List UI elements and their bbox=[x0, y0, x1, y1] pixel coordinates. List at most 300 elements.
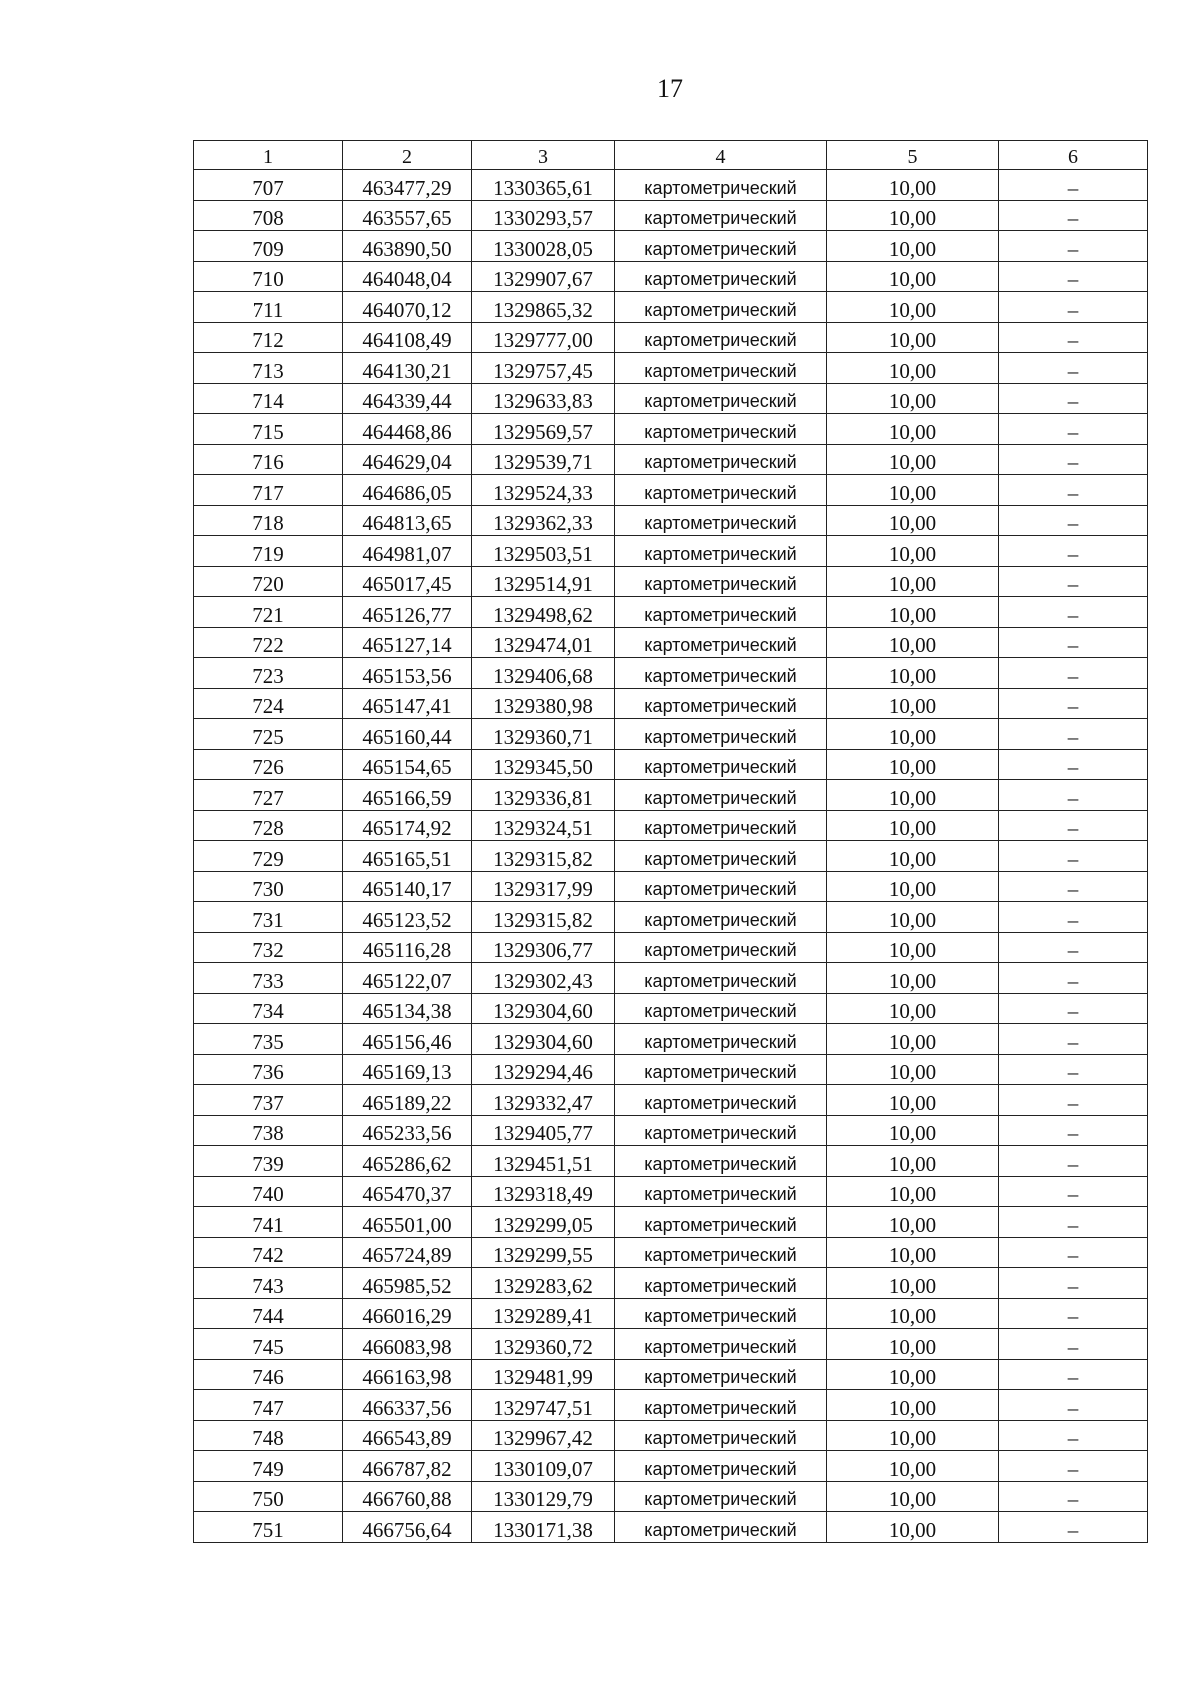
header-cell-coordinate-x: 2 bbox=[343, 141, 472, 170]
cell-point-number: 750 bbox=[194, 1481, 343, 1512]
table-row bbox=[194, 1390, 1148, 1421]
cell-coordinate-y: 1330129,79 bbox=[472, 1481, 615, 1512]
cell-method: картометрический bbox=[615, 1420, 827, 1451]
cell-method: картометрический bbox=[615, 475, 827, 506]
cell-coordinate-x: 466760,88 bbox=[343, 1481, 472, 1512]
cell-coordinate-x: 464339,44 bbox=[343, 383, 472, 414]
cell-note: – bbox=[999, 444, 1148, 475]
cell-point-number: 714 bbox=[194, 383, 343, 414]
cell-coordinate-y: 1330109,07 bbox=[472, 1451, 615, 1482]
cell-accuracy: 10,00 bbox=[827, 566, 999, 597]
cell-point-number: 726 bbox=[194, 749, 343, 780]
header-cell-method: 4 bbox=[615, 141, 827, 170]
cell-coordinate-y: 1329345,50 bbox=[472, 749, 615, 780]
cell-coordinate-y: 1329294,46 bbox=[472, 1054, 615, 1085]
table-row bbox=[194, 1451, 1148, 1482]
cell-method: картометрический bbox=[615, 1359, 827, 1390]
table-row bbox=[194, 1298, 1148, 1329]
cell-point-number: 727 bbox=[194, 780, 343, 811]
cell-point-number: 724 bbox=[194, 688, 343, 719]
cell-note: – bbox=[999, 1207, 1148, 1238]
cell-method: картометрический bbox=[615, 871, 827, 902]
table-row bbox=[194, 1146, 1148, 1177]
cell-note: – bbox=[999, 841, 1148, 872]
cell-point-number: 716 bbox=[194, 444, 343, 475]
cell-coordinate-x: 464686,05 bbox=[343, 475, 472, 506]
cell-coordinate-y: 1329503,51 bbox=[472, 536, 615, 567]
cell-point-number: 718 bbox=[194, 505, 343, 536]
table-row bbox=[194, 444, 1148, 475]
table-row bbox=[194, 902, 1148, 933]
cell-coordinate-y: 1329406,68 bbox=[472, 658, 615, 689]
header-row bbox=[194, 141, 1148, 170]
cell-note: – bbox=[999, 231, 1148, 262]
cell-coordinate-y: 1329318,49 bbox=[472, 1176, 615, 1207]
cell-method: картометрический bbox=[615, 1329, 827, 1360]
table-row bbox=[194, 353, 1148, 384]
cell-coordinate-x: 465286,62 bbox=[343, 1146, 472, 1177]
table-row bbox=[194, 1024, 1148, 1055]
cell-accuracy: 10,00 bbox=[827, 1115, 999, 1146]
cell-point-number: 732 bbox=[194, 932, 343, 963]
cell-method: картометрический bbox=[615, 1024, 827, 1055]
cell-point-number: 734 bbox=[194, 993, 343, 1024]
cell-note: – bbox=[999, 1329, 1148, 1360]
cell-coordinate-y: 1329315,82 bbox=[472, 841, 615, 872]
cell-coordinate-x: 464070,12 bbox=[343, 292, 472, 323]
cell-coordinate-x: 465147,41 bbox=[343, 688, 472, 719]
cell-note: – bbox=[999, 1390, 1148, 1421]
cell-point-number: 747 bbox=[194, 1390, 343, 1421]
cell-accuracy: 10,00 bbox=[827, 353, 999, 384]
cell-method: картометрический bbox=[615, 566, 827, 597]
cell-accuracy: 10,00 bbox=[827, 414, 999, 445]
cell-point-number: 711 bbox=[194, 292, 343, 323]
cell-note: – bbox=[999, 932, 1148, 963]
cell-method: картометрический bbox=[615, 353, 827, 384]
cell-method: картометрический bbox=[615, 1451, 827, 1482]
cell-coordinate-x: 464108,49 bbox=[343, 322, 472, 353]
cell-note: – bbox=[999, 170, 1148, 201]
cell-method: картометрический bbox=[615, 902, 827, 933]
cell-point-number: 730 bbox=[194, 871, 343, 902]
cell-coordinate-x: 464468,86 bbox=[343, 414, 472, 445]
cell-accuracy: 10,00 bbox=[827, 1298, 999, 1329]
cell-coordinate-y: 1329324,51 bbox=[472, 810, 615, 841]
cell-accuracy: 10,00 bbox=[827, 1176, 999, 1207]
cell-note: – bbox=[999, 902, 1148, 933]
cell-note: – bbox=[999, 1237, 1148, 1268]
cell-coordinate-x: 466163,98 bbox=[343, 1359, 472, 1390]
cell-method: картометрический bbox=[615, 993, 827, 1024]
cell-coordinate-x: 465724,89 bbox=[343, 1237, 472, 1268]
cell-coordinate-y: 1329302,43 bbox=[472, 963, 615, 994]
cell-note: – bbox=[999, 1451, 1148, 1482]
cell-accuracy: 10,00 bbox=[827, 780, 999, 811]
cell-method: картометрический bbox=[615, 292, 827, 323]
cell-accuracy: 10,00 bbox=[827, 597, 999, 628]
cell-method: картометрический bbox=[615, 780, 827, 811]
table-row bbox=[194, 688, 1148, 719]
cell-coordinate-y: 1329299,05 bbox=[472, 1207, 615, 1238]
table-row bbox=[194, 1359, 1148, 1390]
cell-accuracy: 10,00 bbox=[827, 963, 999, 994]
table-row bbox=[194, 749, 1148, 780]
cell-method: картометрический bbox=[615, 1390, 827, 1421]
cell-coordinate-x: 465501,00 bbox=[343, 1207, 472, 1238]
cell-coordinate-x: 465233,56 bbox=[343, 1115, 472, 1146]
cell-method: картометрический bbox=[615, 1268, 827, 1299]
table-row bbox=[194, 719, 1148, 750]
cell-point-number: 708 bbox=[194, 200, 343, 231]
cell-accuracy: 10,00 bbox=[827, 810, 999, 841]
cell-accuracy: 10,00 bbox=[827, 719, 999, 750]
cell-note: – bbox=[999, 322, 1148, 353]
table-row bbox=[194, 963, 1148, 994]
cell-point-number: 748 bbox=[194, 1420, 343, 1451]
cell-coordinate-y: 1329907,67 bbox=[472, 261, 615, 292]
cell-coordinate-y: 1329289,41 bbox=[472, 1298, 615, 1329]
cell-note: – bbox=[999, 1420, 1148, 1451]
cell-accuracy: 10,00 bbox=[827, 1451, 999, 1482]
cell-note: – bbox=[999, 475, 1148, 506]
cell-note: – bbox=[999, 749, 1148, 780]
cell-method: картометрический bbox=[615, 1176, 827, 1207]
cell-note: – bbox=[999, 780, 1148, 811]
cell-method: картометрический bbox=[615, 536, 827, 567]
cell-point-number: 712 bbox=[194, 322, 343, 353]
table-row bbox=[194, 1237, 1148, 1268]
cell-accuracy: 10,00 bbox=[827, 1268, 999, 1299]
cell-point-number: 719 bbox=[194, 536, 343, 567]
cell-point-number: 733 bbox=[194, 963, 343, 994]
cell-point-number: 723 bbox=[194, 658, 343, 689]
table-row bbox=[194, 566, 1148, 597]
cell-note: – bbox=[999, 1115, 1148, 1146]
table-header bbox=[194, 141, 1148, 170]
cell-coordinate-y: 1330365,61 bbox=[472, 170, 615, 201]
cell-coordinate-y: 1329498,62 bbox=[472, 597, 615, 628]
table-row bbox=[194, 1420, 1148, 1451]
cell-note: – bbox=[999, 993, 1148, 1024]
cell-note: – bbox=[999, 597, 1148, 628]
cell-point-number: 740 bbox=[194, 1176, 343, 1207]
table-row bbox=[194, 414, 1148, 445]
cell-accuracy: 10,00 bbox=[827, 1146, 999, 1177]
cell-method: картометрический bbox=[615, 1146, 827, 1177]
cell-coordinate-y: 1329304,60 bbox=[472, 1024, 615, 1055]
cell-note: – bbox=[999, 261, 1148, 292]
table-row bbox=[194, 292, 1148, 323]
table-row bbox=[194, 597, 1148, 628]
cell-coordinate-x: 466337,56 bbox=[343, 1390, 472, 1421]
cell-coordinate-y: 1329757,45 bbox=[472, 353, 615, 384]
cell-accuracy: 10,00 bbox=[827, 292, 999, 323]
cell-accuracy: 10,00 bbox=[827, 1329, 999, 1360]
cell-note: – bbox=[999, 200, 1148, 231]
cell-accuracy: 10,00 bbox=[827, 993, 999, 1024]
cell-note: – bbox=[999, 536, 1148, 567]
cell-coordinate-y: 1329283,62 bbox=[472, 1268, 615, 1299]
cell-note: – bbox=[999, 1024, 1148, 1055]
cell-accuracy: 10,00 bbox=[827, 1085, 999, 1116]
cell-accuracy: 10,00 bbox=[827, 505, 999, 536]
cell-point-number: 746 bbox=[194, 1359, 343, 1390]
cell-note: – bbox=[999, 688, 1148, 719]
cell-point-number: 744 bbox=[194, 1298, 343, 1329]
coordinates-table bbox=[193, 140, 1148, 1543]
cell-accuracy: 10,00 bbox=[827, 322, 999, 353]
cell-note: – bbox=[999, 627, 1148, 658]
table-row bbox=[194, 1115, 1148, 1146]
cell-method: картометрический bbox=[615, 627, 827, 658]
cell-coordinate-y: 1329360,72 bbox=[472, 1329, 615, 1360]
cell-accuracy: 10,00 bbox=[827, 1359, 999, 1390]
cell-point-number: 707 bbox=[194, 170, 343, 201]
cell-accuracy: 10,00 bbox=[827, 475, 999, 506]
cell-coordinate-y: 1329405,77 bbox=[472, 1115, 615, 1146]
cell-point-number: 721 bbox=[194, 597, 343, 628]
cell-accuracy: 10,00 bbox=[827, 749, 999, 780]
cell-accuracy: 10,00 bbox=[827, 627, 999, 658]
cell-accuracy: 10,00 bbox=[827, 688, 999, 719]
cell-note: – bbox=[999, 1481, 1148, 1512]
cell-note: – bbox=[999, 1298, 1148, 1329]
cell-coordinate-x: 464629,04 bbox=[343, 444, 472, 475]
cell-method: картометрический bbox=[615, 658, 827, 689]
table-row bbox=[194, 871, 1148, 902]
cell-coordinate-x: 465174,92 bbox=[343, 810, 472, 841]
cell-coordinate-y: 1329524,33 bbox=[472, 475, 615, 506]
cell-coordinate-x: 465123,52 bbox=[343, 902, 472, 933]
cell-accuracy: 10,00 bbox=[827, 231, 999, 262]
cell-method: картометрический bbox=[615, 231, 827, 262]
table-row bbox=[194, 200, 1148, 231]
table-row bbox=[194, 1054, 1148, 1085]
cell-coordinate-x: 463557,65 bbox=[343, 200, 472, 231]
cell-accuracy: 10,00 bbox=[827, 383, 999, 414]
cell-accuracy: 10,00 bbox=[827, 871, 999, 902]
cell-method: картометрический bbox=[615, 1298, 827, 1329]
table-row bbox=[194, 1329, 1148, 1360]
cell-coordinate-x: 464813,65 bbox=[343, 505, 472, 536]
cell-coordinate-x: 463477,29 bbox=[343, 170, 472, 201]
cell-note: – bbox=[999, 383, 1148, 414]
cell-method: картометрический bbox=[615, 963, 827, 994]
cell-coordinate-y: 1329306,77 bbox=[472, 932, 615, 963]
cell-coordinate-x: 465116,28 bbox=[343, 932, 472, 963]
cell-method: картометрический bbox=[615, 1481, 827, 1512]
table-row bbox=[194, 1512, 1148, 1543]
cell-coordinate-x: 465126,77 bbox=[343, 597, 472, 628]
cell-note: – bbox=[999, 1085, 1148, 1116]
cell-coordinate-y: 1329474,01 bbox=[472, 627, 615, 658]
cell-accuracy: 10,00 bbox=[827, 1420, 999, 1451]
cell-note: – bbox=[999, 719, 1148, 750]
cell-point-number: 722 bbox=[194, 627, 343, 658]
cell-accuracy: 10,00 bbox=[827, 1512, 999, 1543]
cell-note: – bbox=[999, 1359, 1148, 1390]
cell-coordinate-y: 1329299,55 bbox=[472, 1237, 615, 1268]
table-row bbox=[194, 658, 1148, 689]
cell-point-number: 729 bbox=[194, 841, 343, 872]
cell-accuracy: 10,00 bbox=[827, 536, 999, 567]
cell-coordinate-x: 465153,56 bbox=[343, 658, 472, 689]
cell-coordinate-y: 1329777,00 bbox=[472, 322, 615, 353]
cell-note: – bbox=[999, 505, 1148, 536]
cell-coordinate-y: 1329451,51 bbox=[472, 1146, 615, 1177]
cell-method: картометрический bbox=[615, 1512, 827, 1543]
table-row bbox=[194, 1176, 1148, 1207]
cell-coordinate-x: 465165,51 bbox=[343, 841, 472, 872]
cell-coordinate-y: 1330028,05 bbox=[472, 231, 615, 262]
cell-coordinate-y: 1329569,57 bbox=[472, 414, 615, 445]
header-cell-point-number: 1 bbox=[194, 141, 343, 170]
cell-point-number: 735 bbox=[194, 1024, 343, 1055]
cell-point-number: 713 bbox=[194, 353, 343, 384]
cell-point-number: 741 bbox=[194, 1207, 343, 1238]
cell-note: – bbox=[999, 658, 1148, 689]
cell-coordinate-x: 466083,98 bbox=[343, 1329, 472, 1360]
cell-coordinate-x: 465127,14 bbox=[343, 627, 472, 658]
cell-note: – bbox=[999, 1054, 1148, 1085]
table-row bbox=[194, 322, 1148, 353]
cell-accuracy: 10,00 bbox=[827, 932, 999, 963]
cell-coordinate-x: 464130,21 bbox=[343, 353, 472, 384]
cell-method: картометрический bbox=[615, 719, 827, 750]
cell-coordinate-x: 466787,82 bbox=[343, 1451, 472, 1482]
table-row bbox=[194, 810, 1148, 841]
cell-note: – bbox=[999, 1176, 1148, 1207]
cell-point-number: 717 bbox=[194, 475, 343, 506]
cell-coordinate-y: 1329362,33 bbox=[472, 505, 615, 536]
cell-point-number: 743 bbox=[194, 1268, 343, 1299]
cell-method: картометрический bbox=[615, 932, 827, 963]
cell-accuracy: 10,00 bbox=[827, 170, 999, 201]
cell-method: картометрический bbox=[615, 1054, 827, 1085]
table-row bbox=[194, 536, 1148, 567]
cell-accuracy: 10,00 bbox=[827, 444, 999, 475]
cell-method: картометрический bbox=[615, 200, 827, 231]
cell-coordinate-x: 466543,89 bbox=[343, 1420, 472, 1451]
page-number: 17 bbox=[657, 74, 683, 103]
cell-point-number: 738 bbox=[194, 1115, 343, 1146]
cell-coordinate-x: 465154,65 bbox=[343, 749, 472, 780]
cell-coordinate-y: 1330171,38 bbox=[472, 1512, 615, 1543]
cell-point-number: 749 bbox=[194, 1451, 343, 1482]
cell-coordinate-y: 1329360,71 bbox=[472, 719, 615, 750]
cell-point-number: 737 bbox=[194, 1085, 343, 1116]
cell-point-number: 709 bbox=[194, 231, 343, 262]
table-row bbox=[194, 1207, 1148, 1238]
cell-note: – bbox=[999, 566, 1148, 597]
cell-coordinate-y: 1329539,71 bbox=[472, 444, 615, 475]
cell-point-number: 742 bbox=[194, 1237, 343, 1268]
cell-coordinate-x: 465156,46 bbox=[343, 1024, 472, 1055]
cell-method: картометрический bbox=[615, 414, 827, 445]
cell-method: картометрический bbox=[615, 749, 827, 780]
cell-method: картометрический bbox=[615, 1237, 827, 1268]
cell-point-number: 710 bbox=[194, 261, 343, 292]
cell-coordinate-y: 1329865,32 bbox=[472, 292, 615, 323]
cell-method: картометрический bbox=[615, 1115, 827, 1146]
cell-note: – bbox=[999, 414, 1148, 445]
table-row bbox=[194, 475, 1148, 506]
cell-coordinate-x: 465166,59 bbox=[343, 780, 472, 811]
cell-coordinate-y: 1329336,81 bbox=[472, 780, 615, 811]
table-row bbox=[194, 505, 1148, 536]
cell-method: картометрический bbox=[615, 597, 827, 628]
table-row bbox=[194, 932, 1148, 963]
header-cell-accuracy: 5 bbox=[827, 141, 999, 170]
cell-accuracy: 10,00 bbox=[827, 841, 999, 872]
cell-note: – bbox=[999, 810, 1148, 841]
cell-point-number: 720 bbox=[194, 566, 343, 597]
cell-accuracy: 10,00 bbox=[827, 1024, 999, 1055]
cell-coordinate-y: 1329747,51 bbox=[472, 1390, 615, 1421]
header-cell-coordinate-y: 3 bbox=[472, 141, 615, 170]
cell-note: – bbox=[999, 1512, 1148, 1543]
table-row bbox=[194, 1268, 1148, 1299]
cell-coordinate-x: 465122,07 bbox=[343, 963, 472, 994]
cell-coordinate-x: 464981,07 bbox=[343, 536, 472, 567]
cell-coordinate-x: 465134,38 bbox=[343, 993, 472, 1024]
cell-accuracy: 10,00 bbox=[827, 1207, 999, 1238]
cell-coordinate-x: 465189,22 bbox=[343, 1085, 472, 1116]
cell-method: картометрический bbox=[615, 1207, 827, 1238]
cell-point-number: 725 bbox=[194, 719, 343, 750]
cell-coordinate-x: 463890,50 bbox=[343, 231, 472, 262]
cell-method: картометрический bbox=[615, 841, 827, 872]
cell-coordinate-y: 1329380,98 bbox=[472, 688, 615, 719]
cell-accuracy: 10,00 bbox=[827, 1054, 999, 1085]
cell-coordinate-x: 465470,37 bbox=[343, 1176, 472, 1207]
cell-accuracy: 10,00 bbox=[827, 902, 999, 933]
cell-point-number: 728 bbox=[194, 810, 343, 841]
cell-method: картометрический bbox=[615, 322, 827, 353]
cell-coordinate-y: 1329967,42 bbox=[472, 1420, 615, 1451]
cell-coordinate-x: 465985,52 bbox=[343, 1268, 472, 1299]
cell-coordinate-y: 1329315,82 bbox=[472, 902, 615, 933]
cell-method: картометрический bbox=[615, 170, 827, 201]
cell-method: картометрический bbox=[615, 261, 827, 292]
cell-note: – bbox=[999, 871, 1148, 902]
cell-coordinate-x: 466016,29 bbox=[343, 1298, 472, 1329]
cell-coordinate-y: 1329514,91 bbox=[472, 566, 615, 597]
cell-coordinate-y: 1330293,57 bbox=[472, 200, 615, 231]
cell-coordinate-y: 1329304,60 bbox=[472, 993, 615, 1024]
table-body bbox=[194, 170, 1148, 1543]
cell-accuracy: 10,00 bbox=[827, 1481, 999, 1512]
cell-method: картометрический bbox=[615, 505, 827, 536]
cell-accuracy: 10,00 bbox=[827, 658, 999, 689]
cell-note: – bbox=[999, 1268, 1148, 1299]
cell-point-number: 731 bbox=[194, 902, 343, 933]
table-row bbox=[194, 627, 1148, 658]
cell-method: картометрический bbox=[615, 383, 827, 414]
cell-accuracy: 10,00 bbox=[827, 200, 999, 231]
cell-point-number: 745 bbox=[194, 1329, 343, 1360]
table-row bbox=[194, 1085, 1148, 1116]
table-row bbox=[194, 261, 1148, 292]
cell-coordinate-x: 464048,04 bbox=[343, 261, 472, 292]
cell-coordinate-x: 465017,45 bbox=[343, 566, 472, 597]
cell-point-number: 751 bbox=[194, 1512, 343, 1543]
table-row bbox=[194, 1481, 1148, 1512]
cell-point-number: 736 bbox=[194, 1054, 343, 1085]
cell-note: – bbox=[999, 1146, 1148, 1177]
header-cell-note: 6 bbox=[999, 141, 1148, 170]
